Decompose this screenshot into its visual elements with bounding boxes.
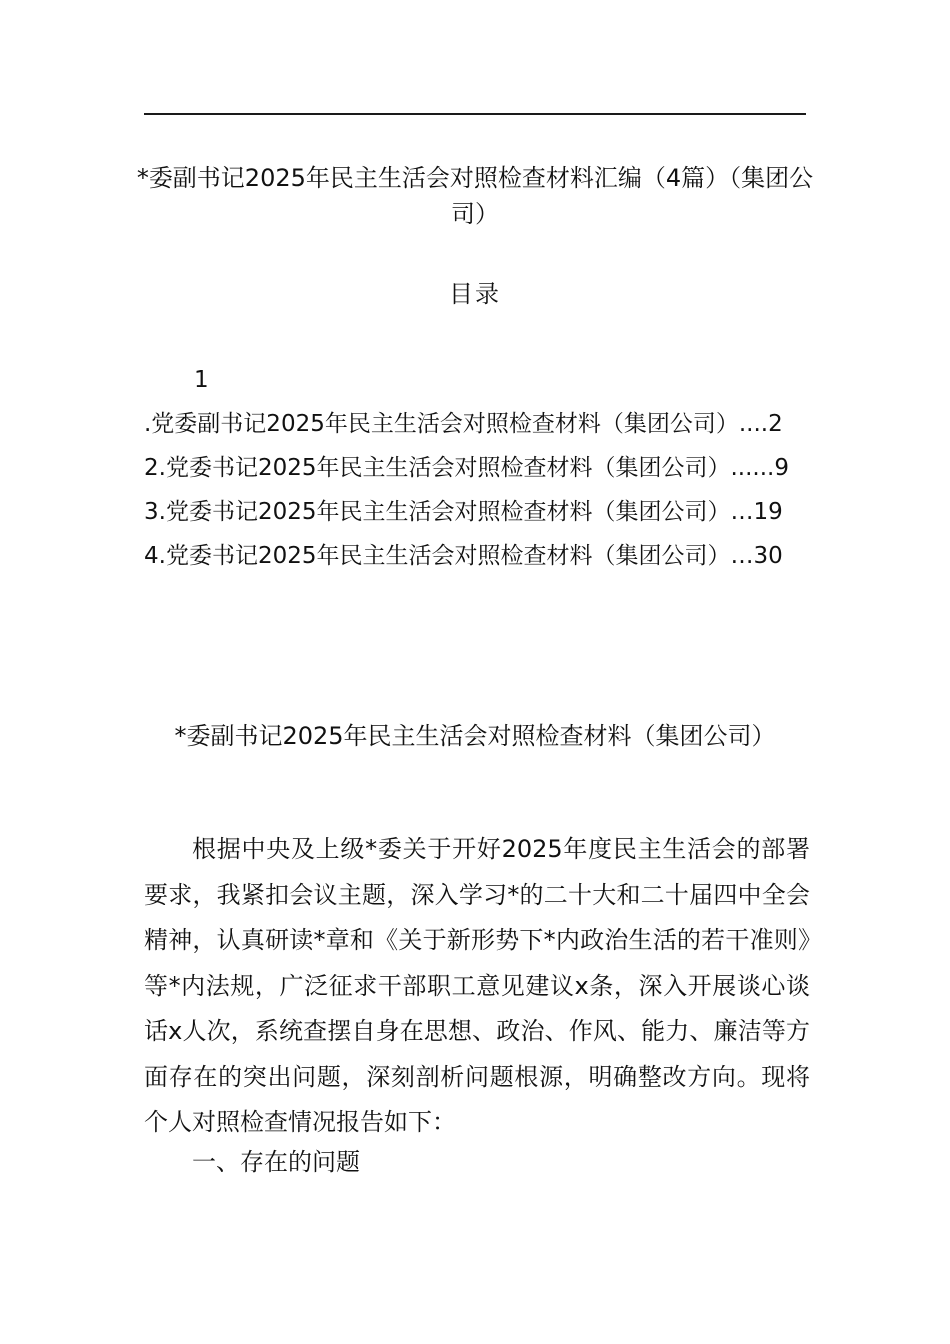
toc-item-3[interactable]: 3.党委书记2025年民主生活会对照检查材料（集团公司）…19 bbox=[144, 499, 783, 525]
intro-paragraph: 根据中央及上级*委关于开好2025年度民主生活会的部署要求，我紧扣会议主题，深入学习*的二十大和二十届四中全会精神，认真研读*章和《关于新形势下*内政治生活的若干准则》等*内法规，广泛征求干部职工意见建议x条，深入开展谈心谈话x人次，系统查摆自身在思想、政治、作风、能力、廉洁等方面存在的突出问题，深刻剖析问题根源，明确整改方向。现将个人对照检查情况报告如下： bbox=[144, 835, 810, 1136]
section-title: *委副书记2025年民主生活会对照检查材料（集团公司） bbox=[174, 722, 776, 750]
toc-item-1[interactable] bbox=[144, 358, 824, 446]
toc-heading: 目录 bbox=[449, 280, 501, 308]
header-rule bbox=[144, 113, 806, 115]
table-of-contents bbox=[144, 358, 824, 578]
toc-item-2[interactable]: 2.党委书记2025年民主生活会对照检查材料（集团公司）......9 bbox=[144, 455, 789, 481]
toc-item-1-text: .党委副书记2025年民主生活会对照检查材料（集团公司）....2 bbox=[144, 411, 783, 437]
section-subheading: 一、存在的问题 bbox=[192, 1148, 360, 1176]
document-title: *委副书记2025年民主生活会对照检查材料汇编（4篇）（集团公司） bbox=[136, 164, 814, 228]
toc-item-4[interactable]: 4.党委书记2025年民主生活会对照检查材料（集团公司）…30 bbox=[144, 543, 783, 569]
toc-item-1-number: 1 bbox=[194, 367, 209, 393]
